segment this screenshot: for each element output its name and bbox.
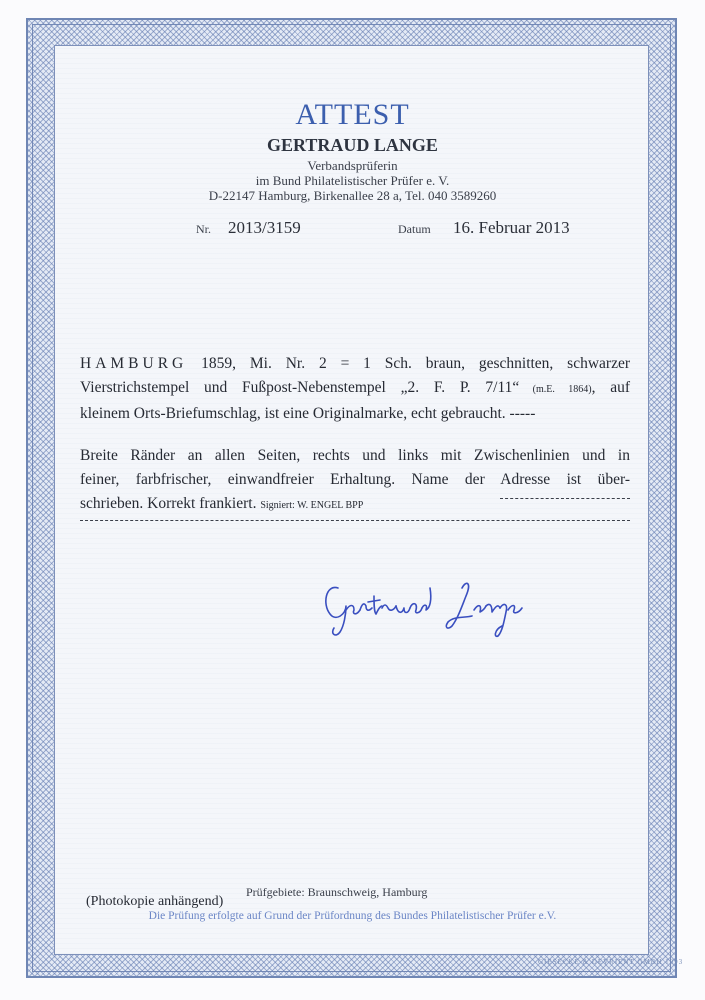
signiert-note: Signiert: W. ENGEL BPP bbox=[260, 500, 364, 511]
certificate-title: ATTEST bbox=[295, 98, 410, 131]
examiner-name: GERTRAUD LANGE bbox=[267, 135, 438, 155]
closing-dash-line bbox=[80, 520, 630, 521]
stamp-description bbox=[80, 352, 630, 426]
condition-line-3-text: schrieben. Korrekt frankiert. bbox=[80, 495, 257, 512]
description-line-2 bbox=[80, 376, 630, 402]
examiner-role: Verbandsprüferin bbox=[307, 158, 398, 173]
examination-rule-note: Die Prüfung erfolgte auf Grund der Prüfordnung des Bundes Philatelistischer Prüfer e.V. bbox=[148, 910, 557, 922]
condition-line-3 bbox=[80, 492, 630, 518]
handwritten-signature bbox=[316, 570, 556, 645]
photocopy-note: (Photokopie anhängend) bbox=[86, 894, 224, 909]
date-label: Datum bbox=[398, 222, 431, 236]
certificate-date: 16. Februar 2013 bbox=[453, 218, 570, 237]
fill-dash-line bbox=[500, 498, 630, 499]
number-label: Nr. bbox=[196, 222, 211, 236]
certificate-number: 2013/3159 bbox=[228, 218, 301, 237]
description-line-2-text: Vierstrichstempel und Fußpost-Nebenstempel „2. F. P. 7/11“ bbox=[80, 379, 520, 396]
description-line-2-small: (m.E. 1864) bbox=[519, 384, 592, 395]
condition-line-1: Breite Ränder an allen Seiten, rechts und links mit Zwischenlinien und in bbox=[80, 447, 630, 464]
city-name: HAMBURG bbox=[80, 355, 188, 372]
condition-description bbox=[80, 444, 630, 518]
description-line-2-end: , auf bbox=[591, 379, 631, 396]
examination-areas: Prüfgebiete: Braunschweig, Hamburg bbox=[246, 885, 428, 899]
printer-imprint: GIESECKE & DEVRIENT GMBH 1993 bbox=[538, 958, 684, 966]
description-line-3: kleinem Orts-Briefumschlag, ist eine Originalmarke, echt gebraucht. ----- bbox=[80, 405, 536, 422]
examiner-address: D-22147 Hamburg, Birkenallee 28 a, Tel. 040 3589260 bbox=[208, 188, 497, 203]
condition-line-2: feiner, farbfrischer, einwandfreier Erhaltung. Name der Adresse ist über- bbox=[80, 471, 630, 488]
description-line-1-text: 1859, Mi. Nr. 2 = 1 Sch. braun, geschnitten, schwarzer bbox=[187, 355, 630, 372]
examiner-association: im Bund Philatelistischer Prüfer e. V. bbox=[255, 173, 450, 188]
description-line-1 bbox=[80, 352, 630, 376]
